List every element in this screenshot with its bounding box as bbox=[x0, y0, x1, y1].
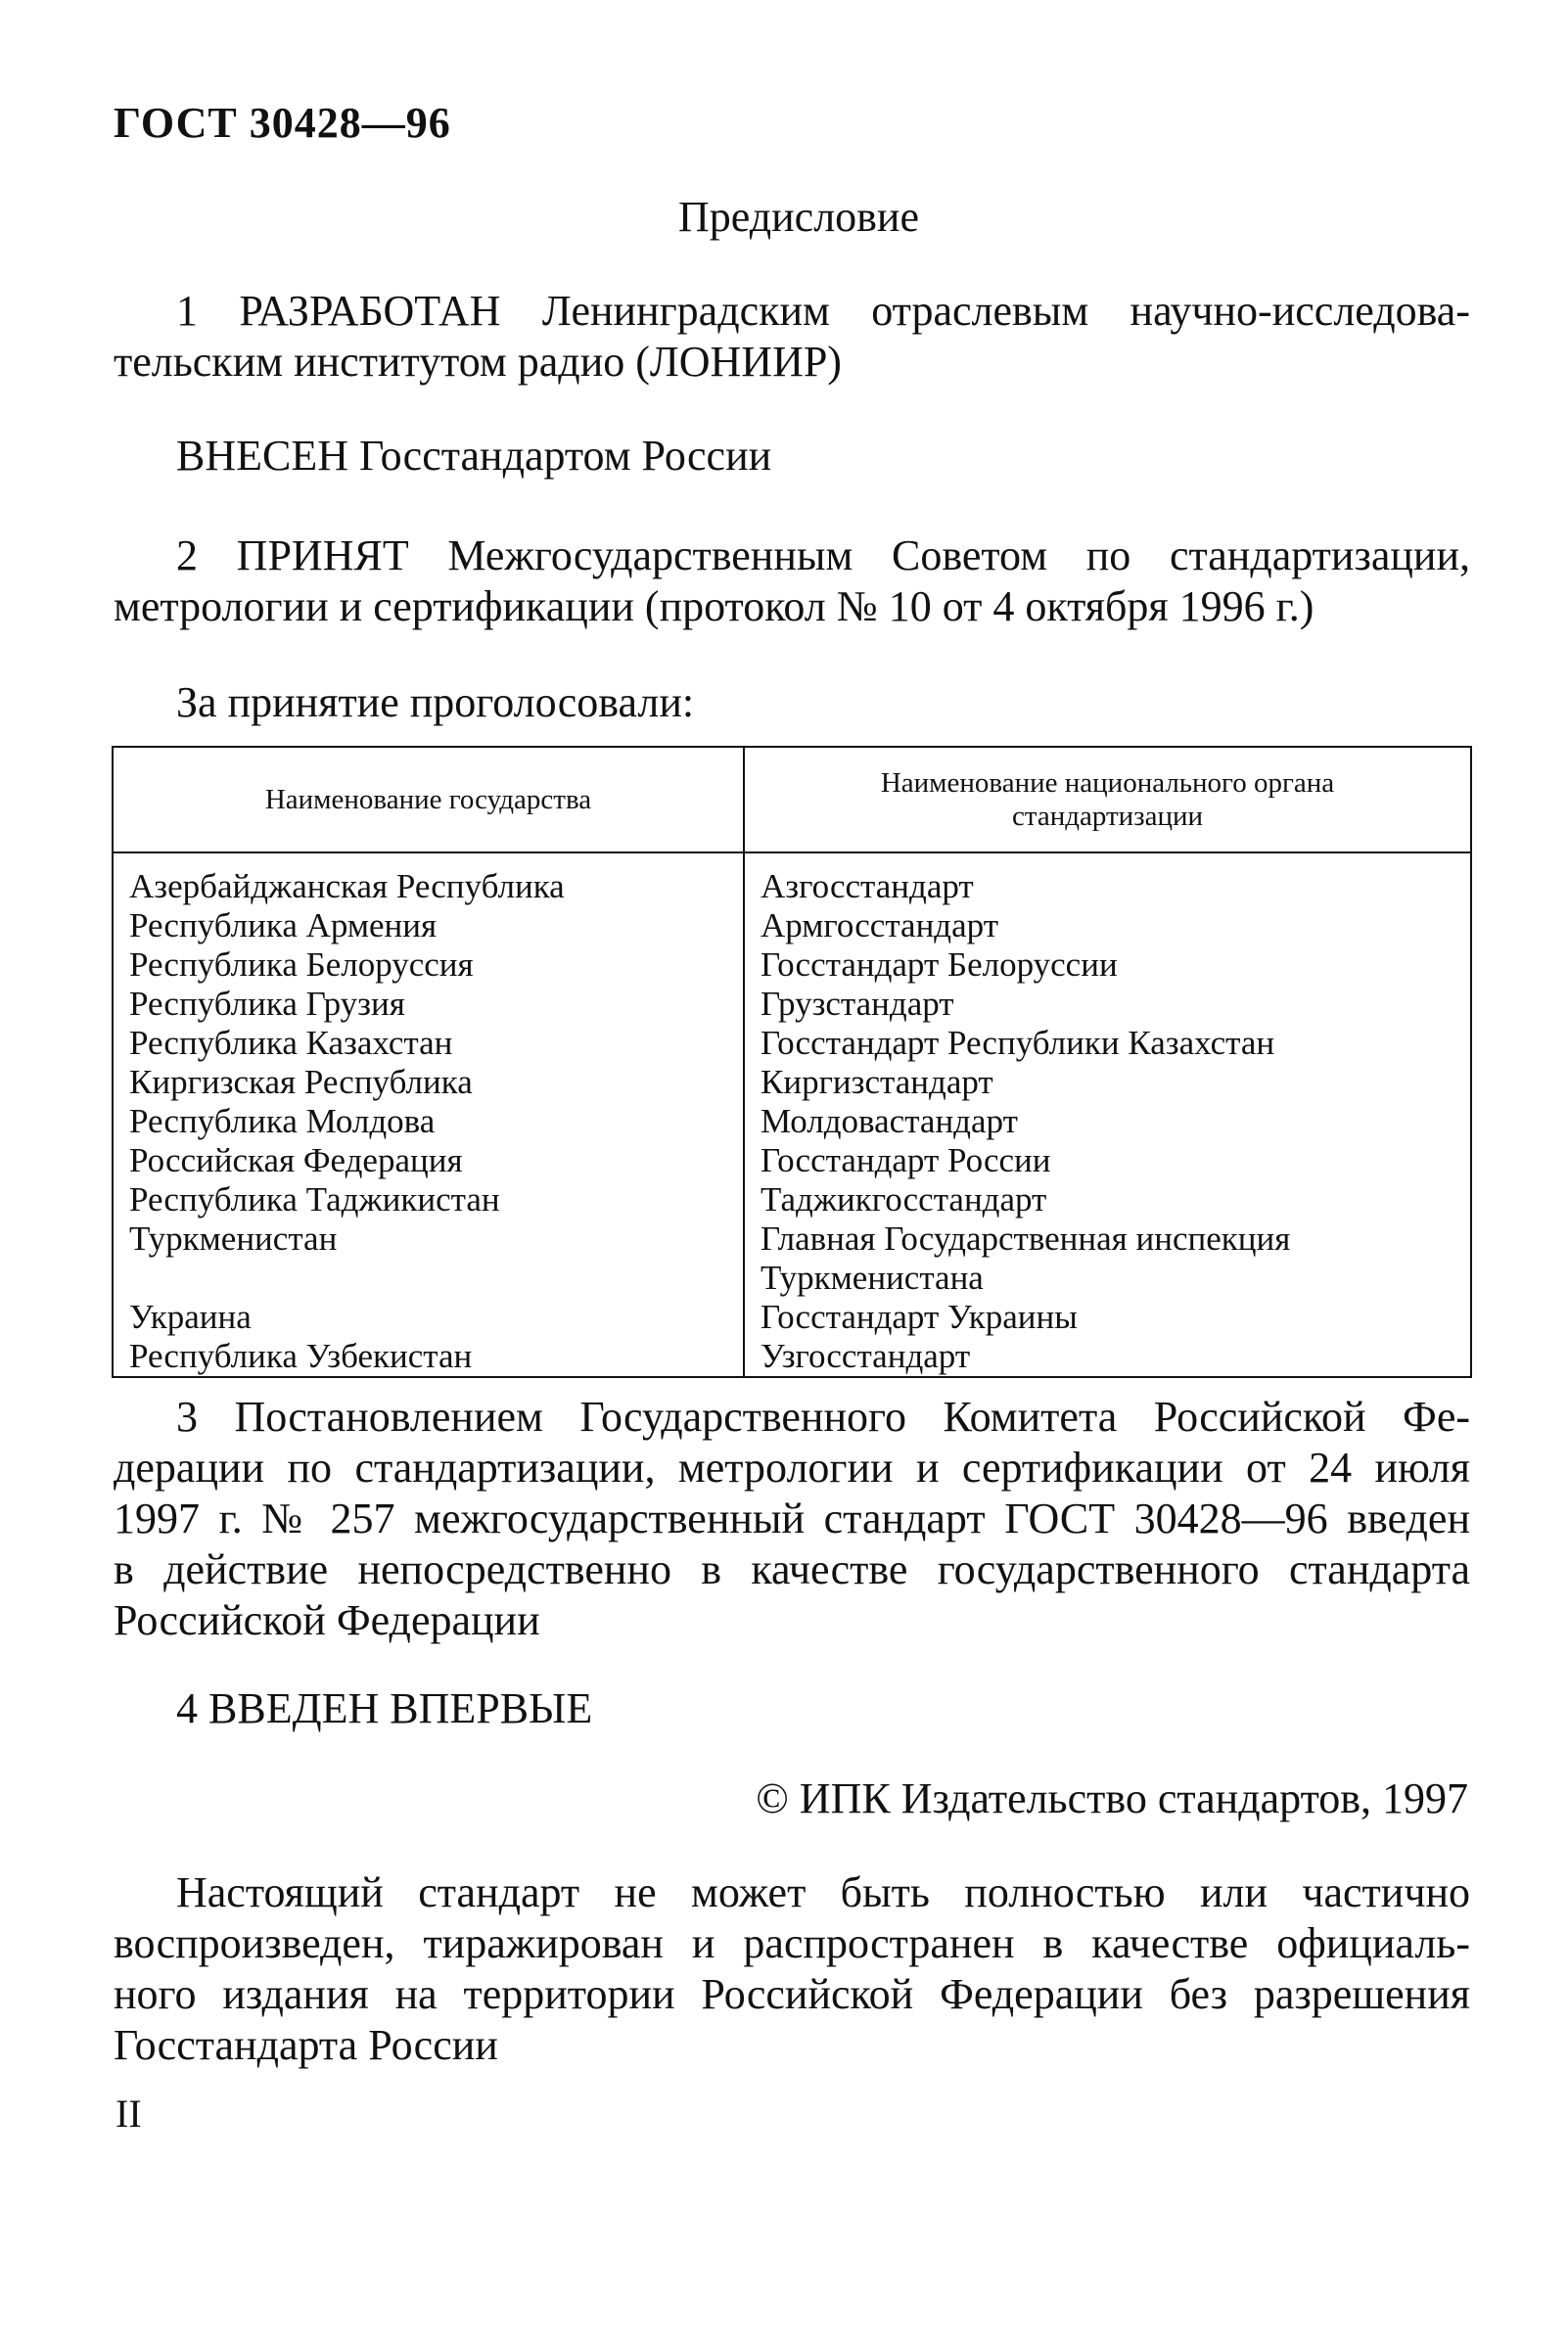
standards-organ-cell bbox=[744, 852, 1471, 906]
standards-organ-cell bbox=[744, 1102, 1471, 1141]
text-line: Настоящий стандарт не может быть полностью или частично bbox=[176, 1868, 1470, 1916]
organ-name-line: Туркменистана bbox=[761, 1259, 984, 1297]
text-line: 2 ПРИНЯТ Межгосударственным Советом по стандартизации, bbox=[176, 531, 1470, 579]
standards-organ-cell bbox=[744, 1063, 1471, 1102]
standards-organ-cell bbox=[744, 985, 1471, 1024]
table-row bbox=[113, 1219, 1471, 1298]
paragraph-resolution bbox=[114, 1392, 1470, 1646]
organ-name-line: Главная Государственная инспекция bbox=[761, 1219, 1291, 1258]
paragraph-voted-for: За принятие проголосовали: bbox=[176, 678, 695, 726]
copyright-notice: © ИПК Издательство стандартов, 1997 bbox=[756, 1774, 1468, 1822]
state-name-cell: Республика Узбекистан bbox=[113, 1337, 744, 1377]
header-line: стандартизации bbox=[1011, 801, 1204, 832]
page-number: II bbox=[115, 2092, 142, 2136]
text-line: 1997 г. № 257 межгосударственный стандарт ГОСТ 30428—96 введен bbox=[114, 1495, 1470, 1542]
text-line: Госстандарта России bbox=[114, 2021, 498, 2069]
standards-organ-cell bbox=[744, 906, 1471, 945]
table-row bbox=[113, 1141, 1471, 1180]
state-name-cell: Республика Казахстан bbox=[113, 1024, 744, 1063]
text-line: дерации по стандартизации, метрологии и сертификации от 24 июля bbox=[114, 1444, 1470, 1492]
organ-name-line: Молдовастандарт bbox=[761, 1102, 1018, 1140]
state-name-cell: Республика Таджикистан bbox=[113, 1180, 744, 1219]
paragraph-introduced-first: 4 ВВЕДЕН ВПЕРВЫЕ bbox=[176, 1684, 593, 1732]
organ-name-line: Таджикгосстандарт bbox=[761, 1180, 1047, 1219]
standards-organ-cell bbox=[744, 1298, 1471, 1337]
state-name-cell: Украина bbox=[113, 1298, 744, 1337]
text-line: в действие непосредственно в качестве государственного стандарта bbox=[114, 1545, 1470, 1593]
table-header-row bbox=[113, 747, 1471, 852]
organ-name-line: Армгосстандарт bbox=[761, 906, 998, 944]
state-name-cell: Республика Армения bbox=[113, 906, 744, 945]
organ-name-line: Азгосстандарт bbox=[761, 867, 974, 905]
table-row bbox=[113, 985, 1471, 1024]
organ-name-line: Узгосстандарт bbox=[761, 1337, 971, 1375]
organ-name-line: Госстандарт Республики Казахстан bbox=[761, 1024, 1275, 1062]
organ-name-line: Госстандарт России bbox=[761, 1141, 1051, 1179]
table-row bbox=[113, 1337, 1471, 1377]
state-name-cell: Киргизская Республика bbox=[113, 1063, 744, 1102]
paragraph-reproduction-notice bbox=[114, 1867, 1470, 2071]
text-line: 1 РАЗРАБОТАН Ленинградским отраслевым научно-исследова- bbox=[176, 287, 1470, 335]
text-line: Российской Федерации bbox=[114, 1596, 540, 1644]
paragraph-submitted-by: ВНЕСЕН Госстандартом России bbox=[176, 432, 772, 480]
text-line: 3 Постановлением Государственного Комитета Российской Фе- bbox=[176, 1393, 1470, 1441]
standards-organ-cell bbox=[744, 1337, 1471, 1377]
state-name-cell: Азербайджанская Республика bbox=[113, 852, 744, 906]
text-line: метрологии и сертификации (протокол № 10 от 4 октября 1996 г.) bbox=[114, 582, 1314, 630]
table-row bbox=[113, 945, 1471, 985]
standard-designation: ГОСТ 30428—96 bbox=[114, 99, 451, 147]
organ-name-line: Госстандарт Белоруссии bbox=[761, 945, 1118, 984]
text-line: ного издания на территории Российской Федерации без разрешения bbox=[114, 1970, 1470, 2018]
standards-organ-cell bbox=[744, 1024, 1471, 1063]
standards-organ-cell bbox=[744, 1180, 1471, 1219]
standards-organ-cell bbox=[744, 1219, 1471, 1298]
section-title: Предисловие bbox=[678, 193, 919, 241]
organ-name-line: Госстандарт Украины bbox=[761, 1298, 1078, 1336]
state-name-cell: Республика Грузия bbox=[113, 985, 744, 1024]
table-row bbox=[113, 906, 1471, 945]
table-row bbox=[113, 1180, 1471, 1219]
state-name-cell: Республика Белоруссия bbox=[113, 945, 744, 985]
column-header-state: Наименование государства bbox=[113, 747, 744, 852]
table-row bbox=[113, 1298, 1471, 1337]
text-line: тельским институтом радио (ЛОНИИР) bbox=[114, 338, 842, 386]
voting-states-table bbox=[112, 746, 1472, 1378]
state-name-cell: Республика Молдова bbox=[113, 1102, 744, 1141]
table-row bbox=[113, 1102, 1471, 1141]
header-line: Наименование национального органа bbox=[880, 767, 1335, 799]
paragraph-developed-by bbox=[114, 286, 1470, 388]
standards-organ-cell bbox=[744, 945, 1471, 985]
paragraph-adopted-by bbox=[114, 530, 1470, 632]
state-name-cell: Российская Федерация bbox=[113, 1141, 744, 1180]
organ-name-line: Грузстандарт bbox=[761, 985, 954, 1023]
standards-organ-cell bbox=[744, 1141, 1471, 1180]
table-body bbox=[113, 852, 1471, 1377]
table-row bbox=[113, 1063, 1471, 1102]
text-line: воспроизведен, тиражирован и распространен в качестве официаль- bbox=[114, 1919, 1470, 1967]
column-header-organ bbox=[744, 747, 1471, 852]
table-row bbox=[113, 1024, 1471, 1063]
table-row bbox=[113, 852, 1471, 906]
organ-name-line: Киргизстандарт bbox=[761, 1063, 993, 1101]
state-name-cell: Туркменистан bbox=[113, 1219, 744, 1298]
